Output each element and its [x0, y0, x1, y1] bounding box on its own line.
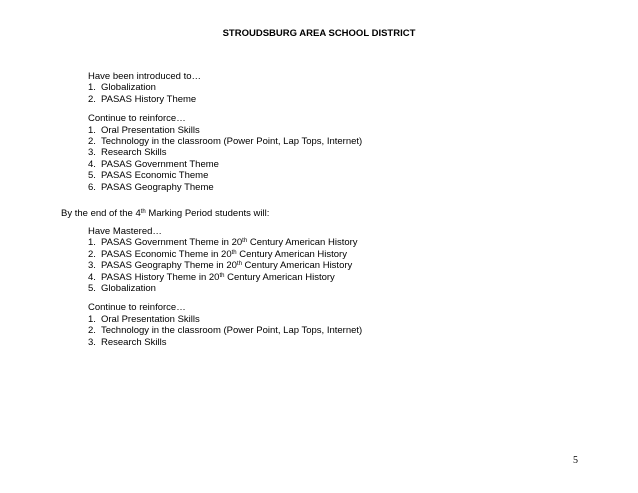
list-number: 1.	[88, 124, 96, 136]
section-heading: Have Mastered…	[88, 226, 162, 237]
list-text-post: Century American History	[247, 237, 358, 249]
list-item	[88, 125, 362, 136]
list-text: Research Skills	[101, 147, 167, 159]
list-text: Oral Presentation Skills	[101, 124, 200, 136]
list-number: 3.	[88, 336, 96, 348]
list-number: 2.	[88, 248, 96, 260]
list-item	[88, 325, 362, 336]
list-number: 5.	[88, 282, 96, 294]
list-item	[88, 159, 362, 170]
ordinal-suffix: th	[219, 272, 225, 279]
list-item	[88, 82, 362, 93]
list-item	[88, 272, 362, 283]
marking-period-statement	[61, 208, 269, 219]
list-item	[88, 182, 362, 193]
list-number: 2.	[88, 93, 96, 105]
list-text-post: Century American History	[224, 271, 335, 283]
page-header-title: STROUDSBURG AREA SCHOOL DISTRICT	[222, 28, 416, 39]
list-text: Oral Presentation Skills	[101, 313, 200, 325]
list-text: Technology in the classroom (Power Point, Lap Tops, Internet)	[101, 325, 363, 337]
marking-text-post: Marking Period students will:	[145, 208, 270, 219]
list-number: 3.	[88, 147, 96, 159]
list-item	[88, 147, 362, 158]
list-text: PASAS Geography Theme in 20	[101, 260, 237, 272]
introduced-section	[88, 71, 362, 193]
list-item	[88, 260, 362, 271]
list-text: Research Skills	[101, 336, 167, 348]
list-item	[88, 94, 362, 105]
list-text: PASAS Government Theme in 20	[101, 237, 243, 249]
list-text-post: Century American History	[236, 248, 347, 260]
list-text: PASAS Economic Theme in 20	[101, 248, 232, 260]
list-number: 3.	[88, 260, 96, 272]
list-number: 2.	[88, 325, 96, 337]
section-heading: Continue to reinforce…	[88, 113, 186, 125]
list-text: PASAS Economic Theme	[101, 170, 209, 182]
list-number: 1.	[88, 237, 96, 249]
list-number: 1.	[88, 313, 96, 325]
list-text: Globalization	[101, 282, 156, 294]
list-text: PASAS Geography Theme	[101, 181, 214, 193]
section-heading: Continue to reinforce…	[88, 302, 186, 314]
ordinal-suffix: th	[236, 261, 242, 268]
list-number: 4.	[88, 158, 96, 170]
list-item	[88, 237, 362, 248]
ordinal-suffix: th	[231, 249, 237, 256]
list-number: 1.	[88, 82, 96, 94]
list-item	[88, 170, 362, 181]
list-item	[88, 136, 362, 147]
section-heading: Have been introduced to…	[88, 71, 202, 82]
list-text: PASAS History Theme	[101, 93, 197, 105]
list-text-post: Century American History	[241, 260, 353, 272]
list-number: 5.	[88, 170, 96, 182]
ordinal-suffix: th	[242, 238, 248, 245]
list-item	[88, 314, 362, 325]
list-item	[88, 249, 362, 260]
list-text: Technology in the classroom (Power Point, Lap Tops, Internet)	[101, 135, 363, 147]
list-number: 4.	[88, 271, 96, 283]
page-number: 5	[573, 455, 578, 466]
list-item	[88, 337, 362, 348]
list-item	[88, 283, 362, 294]
list-text: PASAS History Theme in 20	[101, 271, 220, 283]
mastered-section	[88, 226, 362, 348]
list-text: Globalization	[101, 82, 156, 94]
list-text: PASAS Government Theme	[101, 158, 219, 170]
list-number: 2.	[88, 135, 96, 147]
list-number: 6.	[88, 181, 96, 193]
ordinal-suffix: th	[140, 209, 146, 215]
marking-text-pre: By the end of the 4	[61, 208, 141, 219]
